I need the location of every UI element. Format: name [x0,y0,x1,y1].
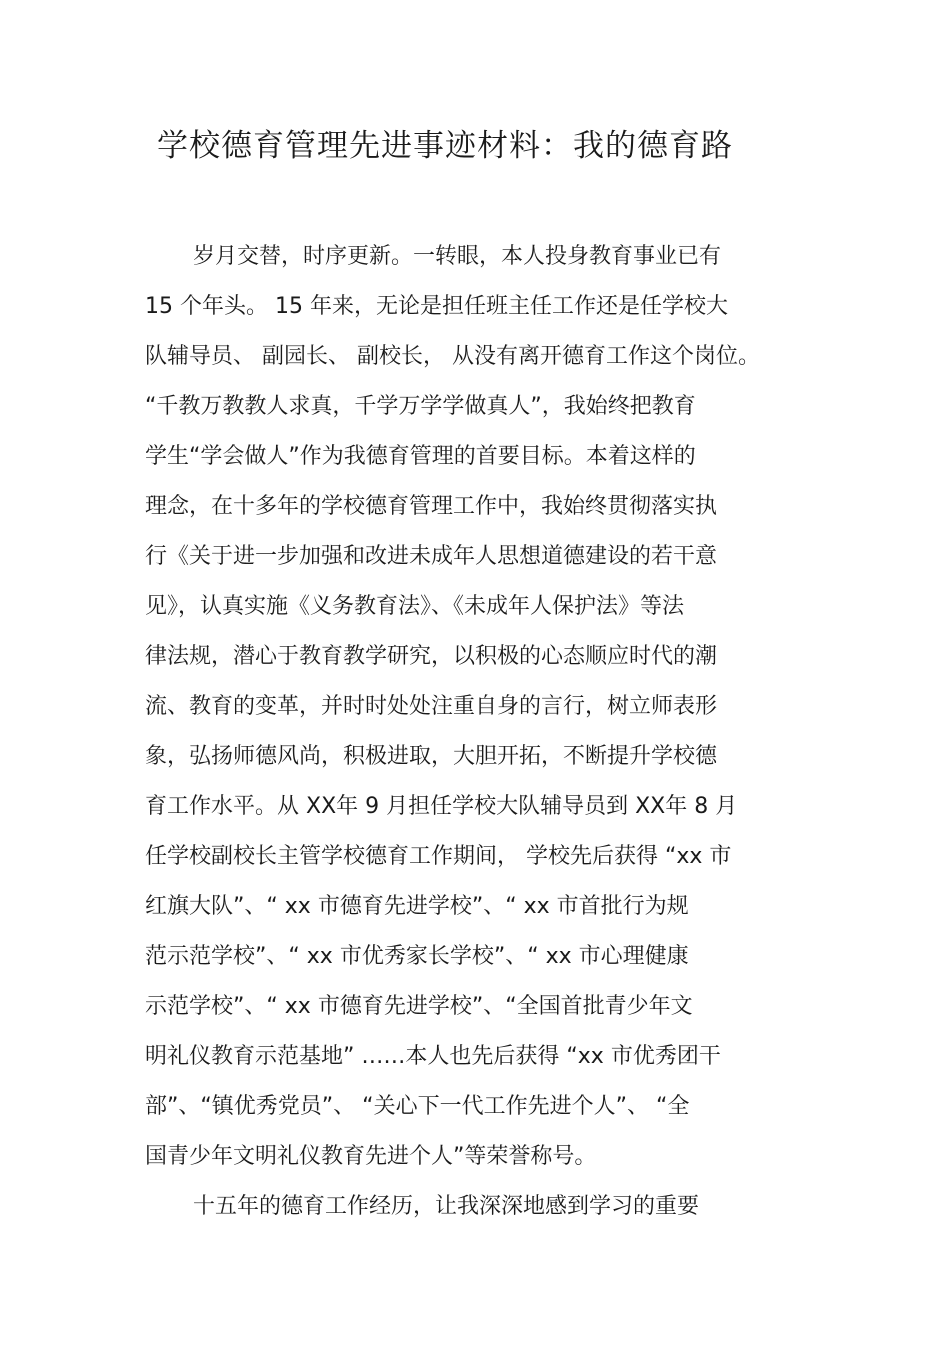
paragraph-line-13: 任学校副校长主管学校德育工作期间， 学校先后获得 “xx 市 [145,844,732,869]
paragraph-line-5: 学生“学会做人”作为我德育管理的首要目标。本着这样的 [145,444,696,469]
paragraph-line-14: 红旗大队”、“ xx 市德育先进学校”、“ xx 市首批行为规 [145,894,689,919]
paragraph-line-15: 范示范学校”、“ xx 市优秀家长学校”、“ xx 市心理健康 [145,944,689,969]
paragraph-line-2: 15 个年头。 15 年来，无论是担任班主任工作还是任学校大 [145,294,728,319]
paragraph-line-6: 理念，在十多年的学校德育管理工作中，我始终贯彻落实执 [145,494,718,519]
paragraph-line-9: 律法规，潜心于教育教学研究，以积极的心态顺应时代的潮 [145,644,718,669]
paragraph-line-8: 见》，认真实施《义务教育法》、《未成年人保护法》等法 [145,594,685,619]
paragraph-line-3: 队辅导员、 副园长、 副校长， 从没有离开德育工作这个岗位。 [145,344,760,369]
paragraph-line-11: 象，弘扬师德风尚，积极进取，大胆开拓，不断提升学校德 [145,744,718,769]
paragraph-line-16: 示范学校”、“ xx 市德育先进学校”、“全国首批青少年文 [145,994,693,1019]
paragraph-line-1: 岁月交替，时序更新。一转眼，本人投身教育事业已有 [193,244,722,269]
paragraph-line-19: 国青少年文明礼仪教育先进个人”等荣誉称号。 [145,1144,597,1169]
paragraph-line-20: 十五年的德育工作经历，让我深深地感到学习的重要 [193,1194,700,1219]
document-title: 学校德育管理先进事迹材料：我的德育路 [157,128,733,164]
paragraph-line-17: 明礼仪教育示范基地” ……本人也先后获得 “xx 市优秀团干 [145,1044,721,1069]
paragraph-line-10: 流、教育的变革，并时时处处注重自身的言行，树立师表形 [145,694,718,719]
paragraph-line-18: 部”、“镇优秀党员”、 “关心下一代工作先进个人”、 “全 [145,1094,690,1119]
paragraph-line-12: 育工作水平。从 XX年 9 月担任学校大队辅导员到 XX年 8 月 [145,794,738,819]
paragraph-line-7: 行《关于进一步加强和改进未成年人思想道德建设的若干意 [145,544,718,569]
paragraph-line-4: “千教万教教人求真，千学万学学做真人”，我始终把教育 [145,394,696,419]
